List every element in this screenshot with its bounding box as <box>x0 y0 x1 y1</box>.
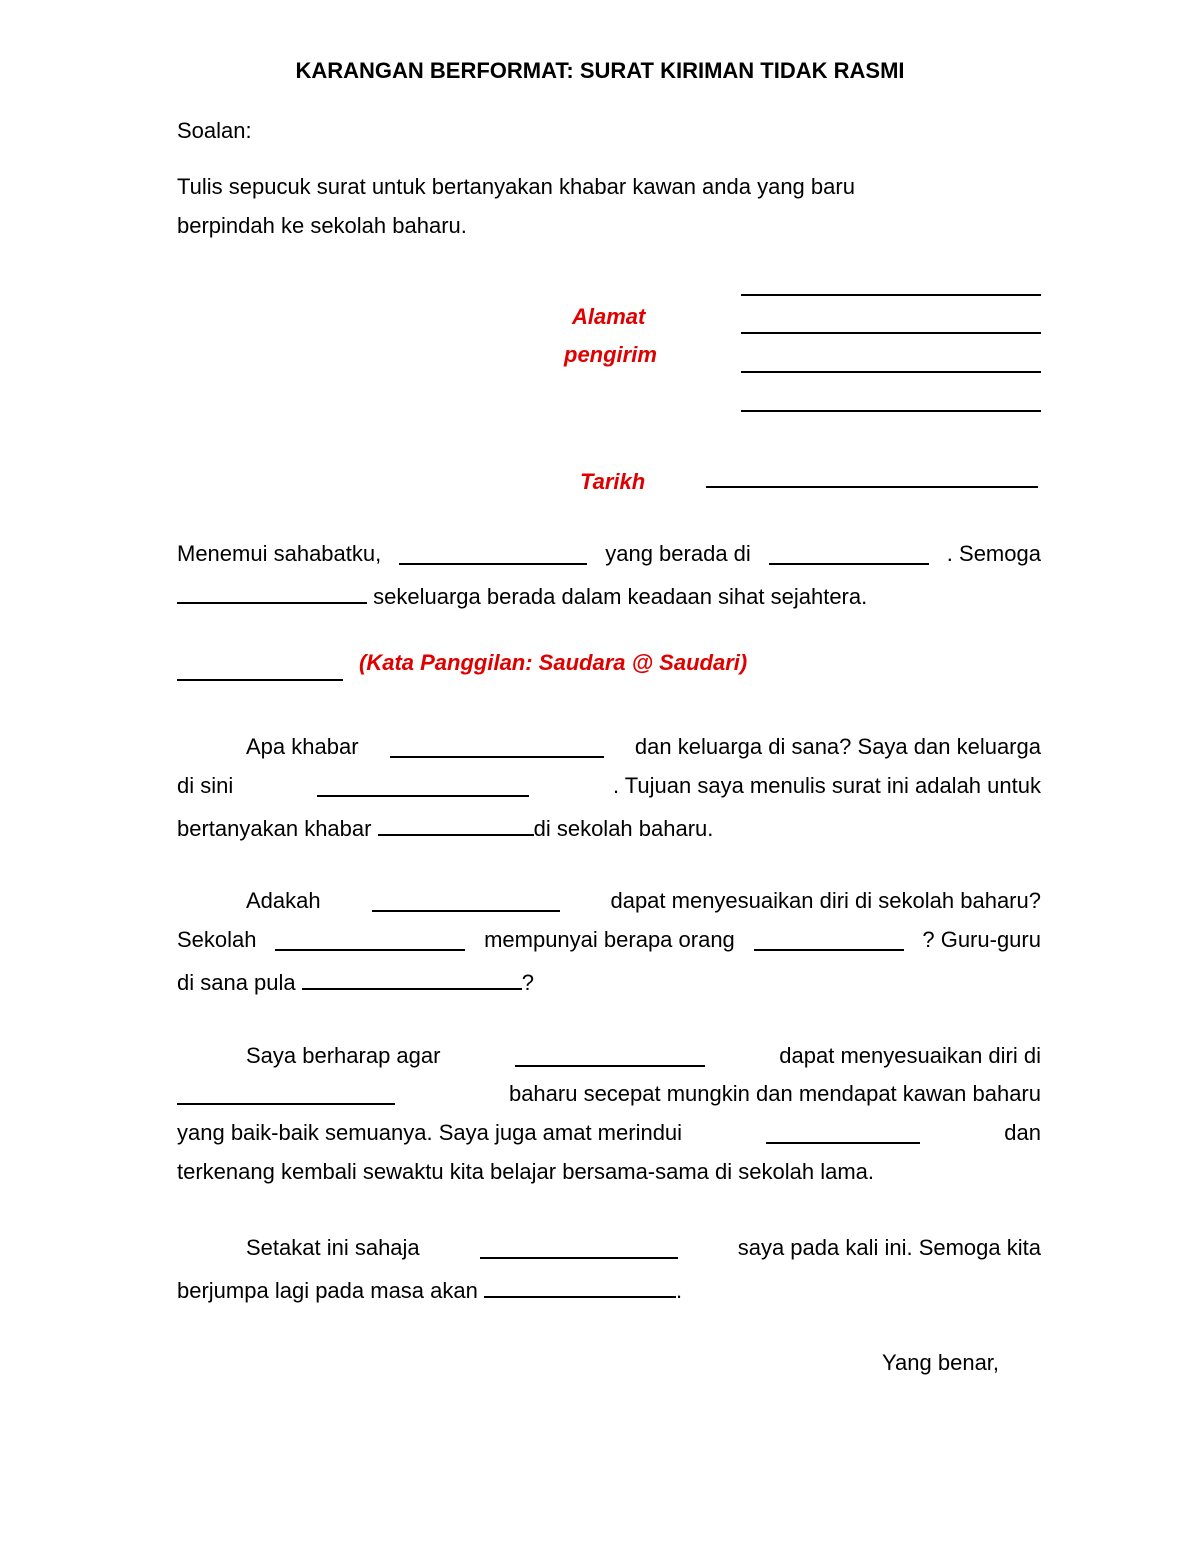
para-text: Apa khabar <box>246 734 359 759</box>
para3-line1 <box>246 1045 1041 1067</box>
para1-line3 <box>177 814 713 840</box>
greeting-text: . Semoga <box>946 541 1041 566</box>
para-text: dan <box>1004 1120 1041 1145</box>
blank-para2-2[interactable] <box>275 929 465 951</box>
address-line-3[interactable] <box>741 371 1041 373</box>
para-text: Saya berharap agar <box>246 1043 441 1068</box>
para-text: dapat menyesuaikan diri di sekolah baharu? <box>610 888 1041 913</box>
para2-line3 <box>177 968 534 994</box>
para-text: di sana pula <box>177 970 296 995</box>
address-line-4[interactable] <box>741 410 1041 412</box>
para-text: saya pada kali ini. Semoga kita <box>737 1235 1041 1260</box>
sender-address-label-2: pengirim <box>564 342 657 367</box>
para-text: ? Guru-guru <box>922 927 1041 952</box>
question-text-line1: Tulis sepucuk surat untuk bertanyakan khabar kawan anda yang baru <box>177 174 855 199</box>
date-label: Tarikh <box>580 469 646 494</box>
para-text: dapat menyesuaikan diri di <box>779 1043 1041 1068</box>
blank-para1-2[interactable] <box>317 775 529 797</box>
blank-para1-1[interactable] <box>390 736 604 758</box>
blank-family[interactable] <box>177 582 367 604</box>
para-text: di sekolah baharu. <box>533 816 714 841</box>
blank-friend-name[interactable] <box>399 543 587 565</box>
blank-para3-3[interactable] <box>766 1122 920 1144</box>
blank-para2-4[interactable] <box>302 968 522 990</box>
para-text: Setakat ini sahaja <box>246 1235 420 1260</box>
para4-line1 <box>246 1237 1041 1259</box>
blank-para4-2[interactable] <box>484 1276 676 1298</box>
blank-para1-3[interactable] <box>378 814 534 836</box>
blank-para3-1[interactable] <box>515 1045 705 1067</box>
blank-para2-1[interactable] <box>372 890 560 912</box>
closing: Yang benar, <box>882 1350 1000 1375</box>
para3-line3 <box>177 1122 1041 1144</box>
address-line-1[interactable] <box>741 294 1041 296</box>
para2-line2 <box>177 929 1041 951</box>
para-text: . <box>675 1278 683 1303</box>
greeting-text: Menemui sahabatku, <box>177 541 382 566</box>
para3-line2 <box>177 1083 1041 1105</box>
greeting-text: sekeluarga berada dalam keadaan sihat sejahtera. <box>373 584 868 609</box>
blank-para2-3[interactable] <box>754 929 904 951</box>
blank-location[interactable] <box>769 543 929 565</box>
para4-line2 <box>177 1276 682 1302</box>
para-text: ? <box>521 970 535 995</box>
para3-line4: terkenang kembali sewaktu kita belajar bersama-sama di sekolah lama. <box>177 1159 875 1184</box>
question-text-line2: berpindah ke sekolah baharu. <box>177 213 467 238</box>
page-title: KARANGAN BERFORMAT: SURAT KIRIMAN TIDAK RASMI <box>295 58 905 83</box>
para-text: mempunyai berapa orang <box>484 927 735 952</box>
question-label: Soalan: <box>177 118 252 143</box>
greeting-text: yang berada di <box>605 541 751 566</box>
para-text: di sini <box>177 773 234 798</box>
blank-para3-2[interactable] <box>177 1083 395 1105</box>
address-line-2[interactable] <box>741 332 1041 334</box>
blank-salutation[interactable] <box>177 679 343 681</box>
sender-address-label: Alamat <box>572 304 646 329</box>
para-text: dan keluarga di sana? Saya dan keluarga <box>634 734 1041 759</box>
para1-line1 <box>246 736 1041 758</box>
blank-para4-1[interactable] <box>480 1237 678 1259</box>
para-text: Adakah <box>246 888 321 913</box>
para-text: Sekolah <box>177 927 257 952</box>
para-text: bertanyakan khabar <box>177 816 372 841</box>
para1-line2 <box>177 775 1041 797</box>
greeting-line2 <box>177 582 867 608</box>
para-text: yang baik-baik semuanya. Saya juga amat merindui <box>177 1120 683 1145</box>
greeting-line1 <box>177 543 1041 565</box>
para-text: baharu secepat mungkin dan mendapat kawan baharu <box>508 1081 1041 1106</box>
para-text: berjumpa lagi pada masa akan <box>177 1278 478 1303</box>
para2-line1 <box>246 890 1041 912</box>
salutation-hint: (Kata Panggilan: Saudara @ Saudari) <box>359 650 748 675</box>
date-line[interactable] <box>706 486 1038 488</box>
para-text: . Tujuan saya menulis surat ini adalah untuk <box>612 773 1041 798</box>
